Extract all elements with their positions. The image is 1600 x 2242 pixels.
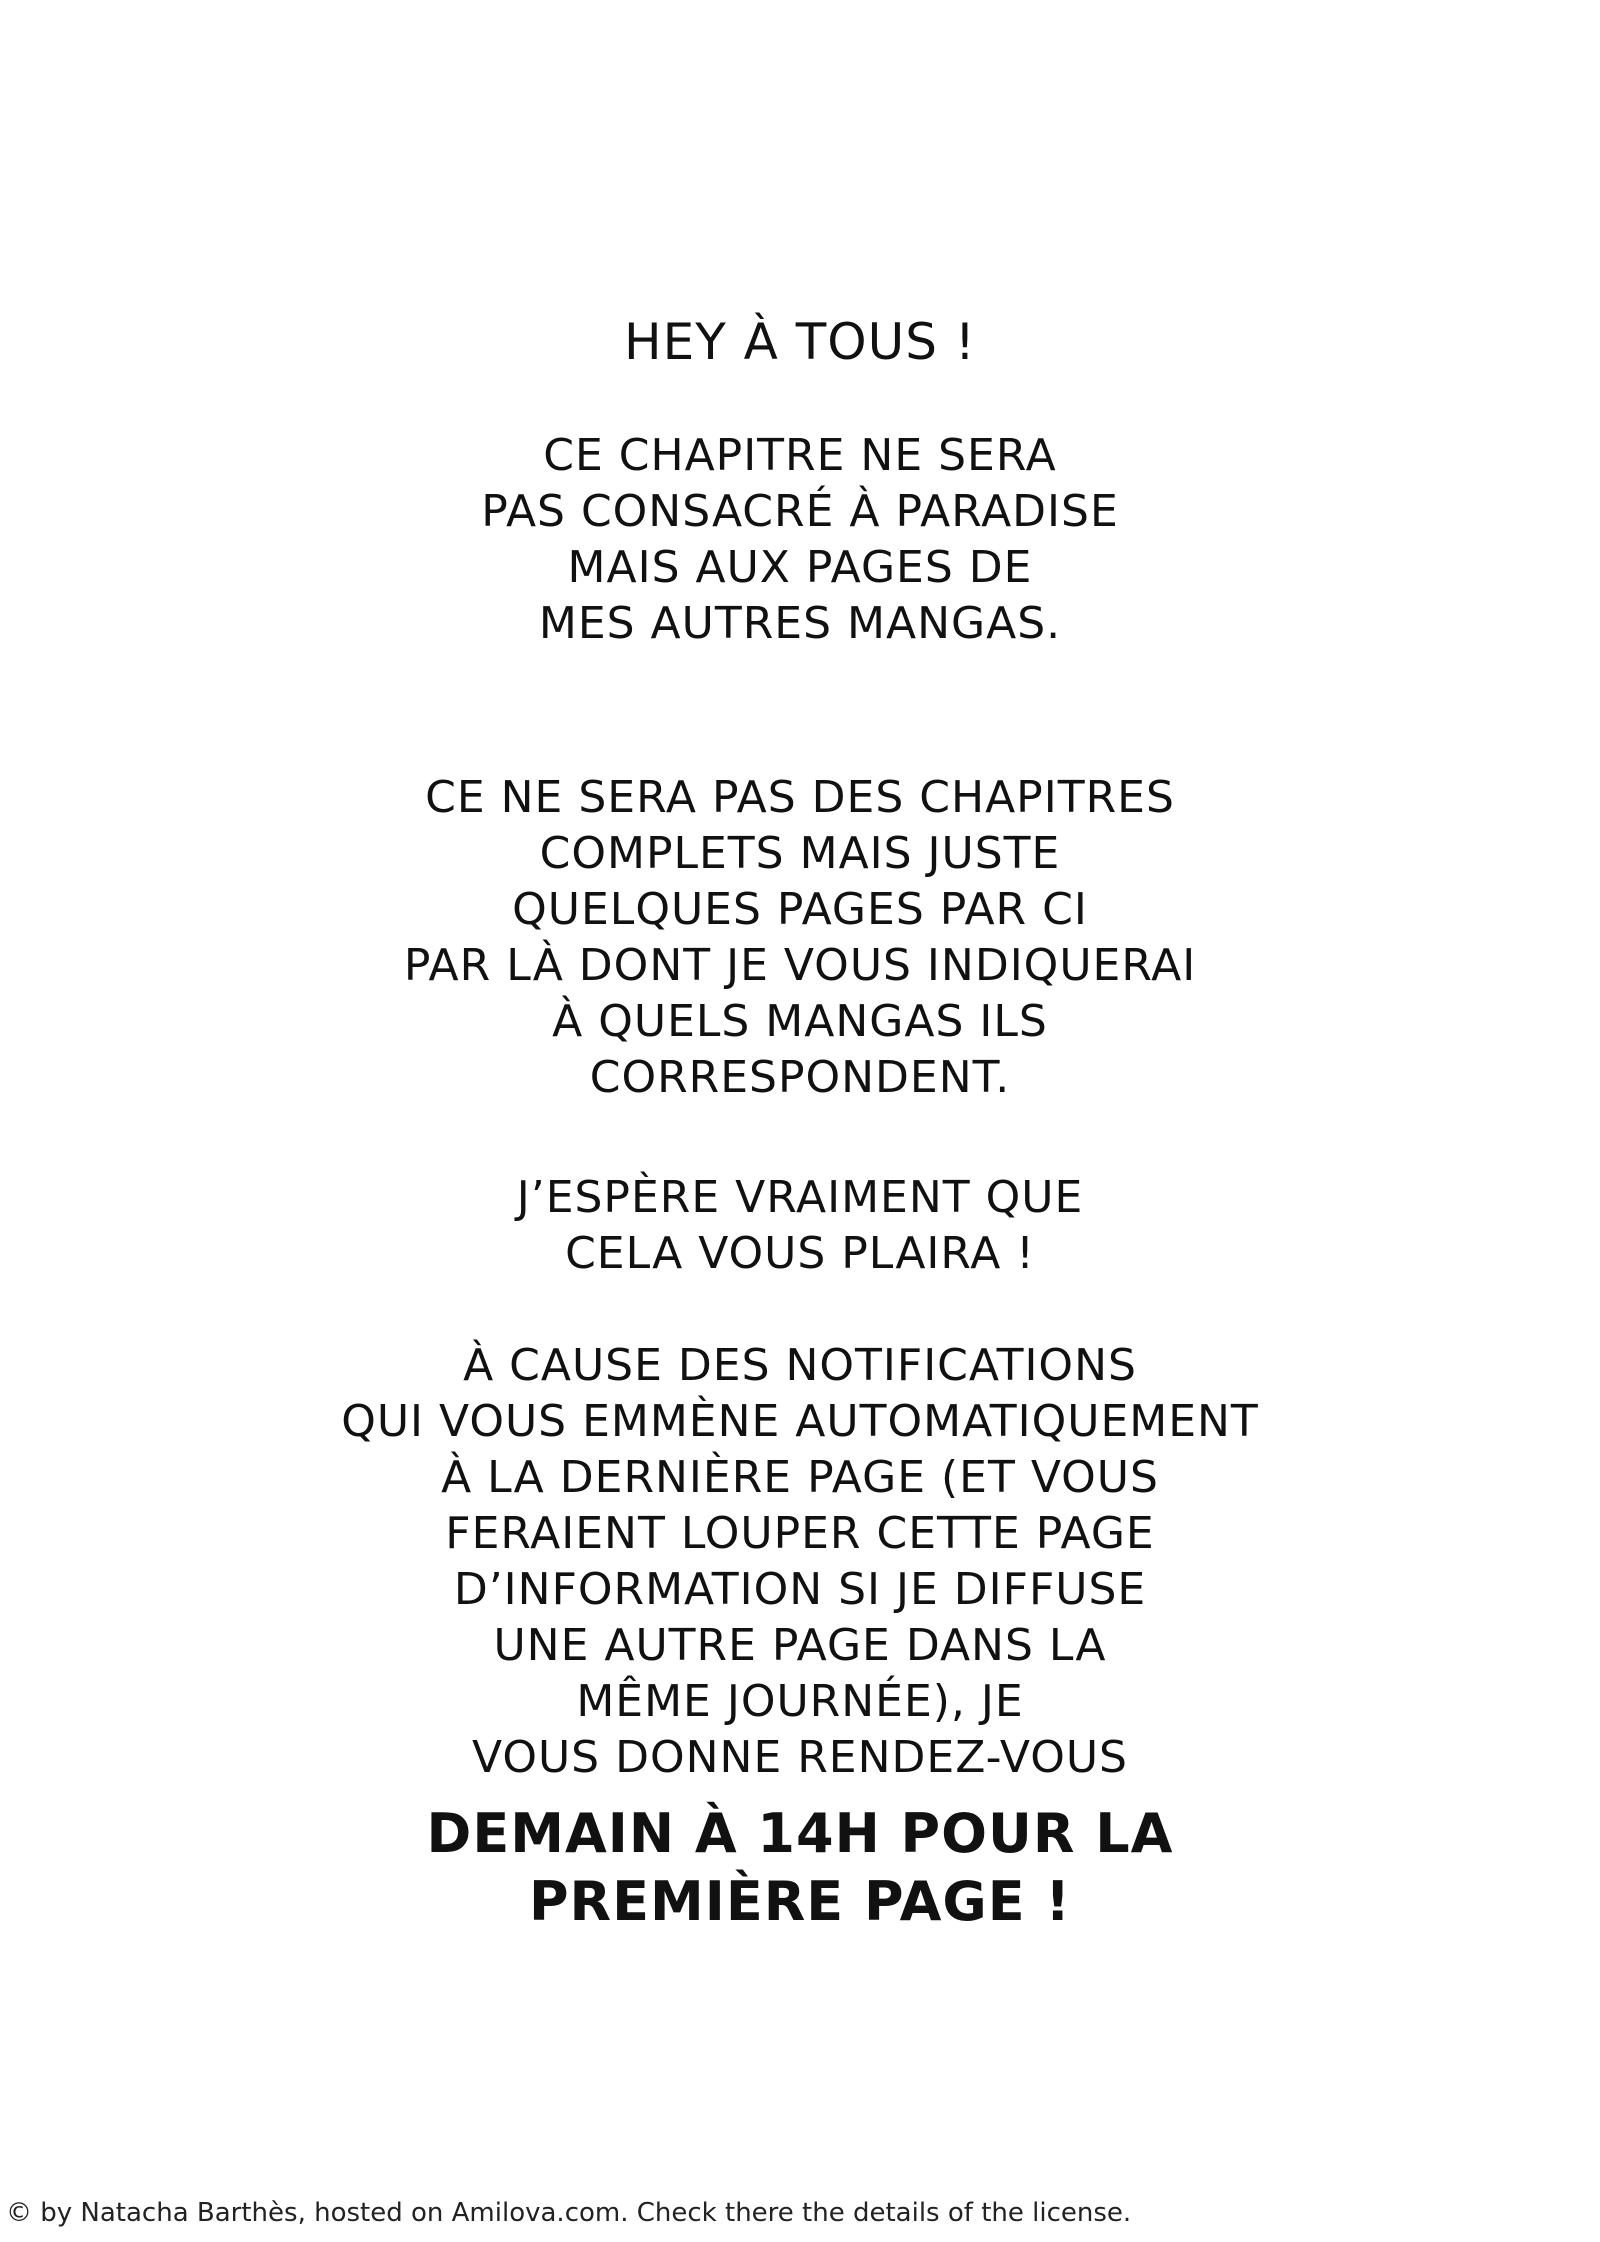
paragraph-1 [0, 428, 1600, 652]
paragraph-line: MAIS AUX PAGES DE [567, 542, 1033, 593]
paragraph-line: QUELQUES PAGES PAR CI [512, 884, 1088, 935]
paragraph-line: CELA VOUS PLAIRA ! [565, 1228, 1035, 1279]
paragraph-5-emphasis [0, 1800, 1600, 1936]
paragraph-line: MÊME JOURNÉE), JE [576, 1676, 1024, 1727]
emphasis-line: PREMIÈRE PAGE ! [528, 1870, 1072, 1933]
paragraph-line: CORRESPONDENT. [589, 1052, 1011, 1103]
paragraph-line: PAS CONSACRÉ À PARADISE [481, 486, 1119, 537]
paragraph-line: COMPLETS MAIS JUSTE [539, 828, 1061, 879]
paragraph-line: J’ESPÈRE VRAIMENT QUE [516, 1172, 1084, 1223]
paragraph-line: PAR LÀ DONT JE VOUS INDIQUERAI [403, 940, 1197, 991]
paragraph-4 [0, 1338, 1600, 1786]
paragraph-line: CE CHAPITRE NE SERA [543, 430, 1057, 481]
paragraph-line: MES AUTRES MANGAS. [538, 598, 1062, 649]
paragraph-line: À LA DERNIÈRE PAGE (ET VOUS [441, 1452, 1159, 1503]
paragraph-line: D’INFORMATION SI JE DIFFUSE [453, 1564, 1147, 1615]
paragraph-2 [0, 770, 1600, 1106]
emphasis-line: DEMAIN À 14H POUR LA [426, 1802, 1174, 1865]
license-footer: © by Natacha Barthès, hosted on Amilova.com. Check there the details of the license. [6, 2198, 1132, 2228]
title-line: HEY À TOUS ! [624, 313, 976, 371]
paragraph-line: UNE AUTRE PAGE DANS LA [493, 1620, 1107, 1671]
paragraph-line: À QUELS MANGAS ILS [552, 996, 1048, 1047]
paragraph-line: FERAIENT LOUPER CETTE PAGE [445, 1508, 1155, 1559]
paragraph-line: CE NE SERA PAS DES CHAPITRES [425, 772, 1175, 823]
paragraph-line: QUI VOUS EMMÈNE AUTOMATIQUEMENT [341, 1396, 1259, 1447]
paragraph-line: À CAUSE DES NOTIFICATIONS [463, 1340, 1137, 1391]
paragraph-3 [0, 1170, 1600, 1282]
paragraph-line: VOUS DONNE RENDEZ-VOUS [472, 1732, 1128, 1783]
page-title [0, 312, 1600, 372]
